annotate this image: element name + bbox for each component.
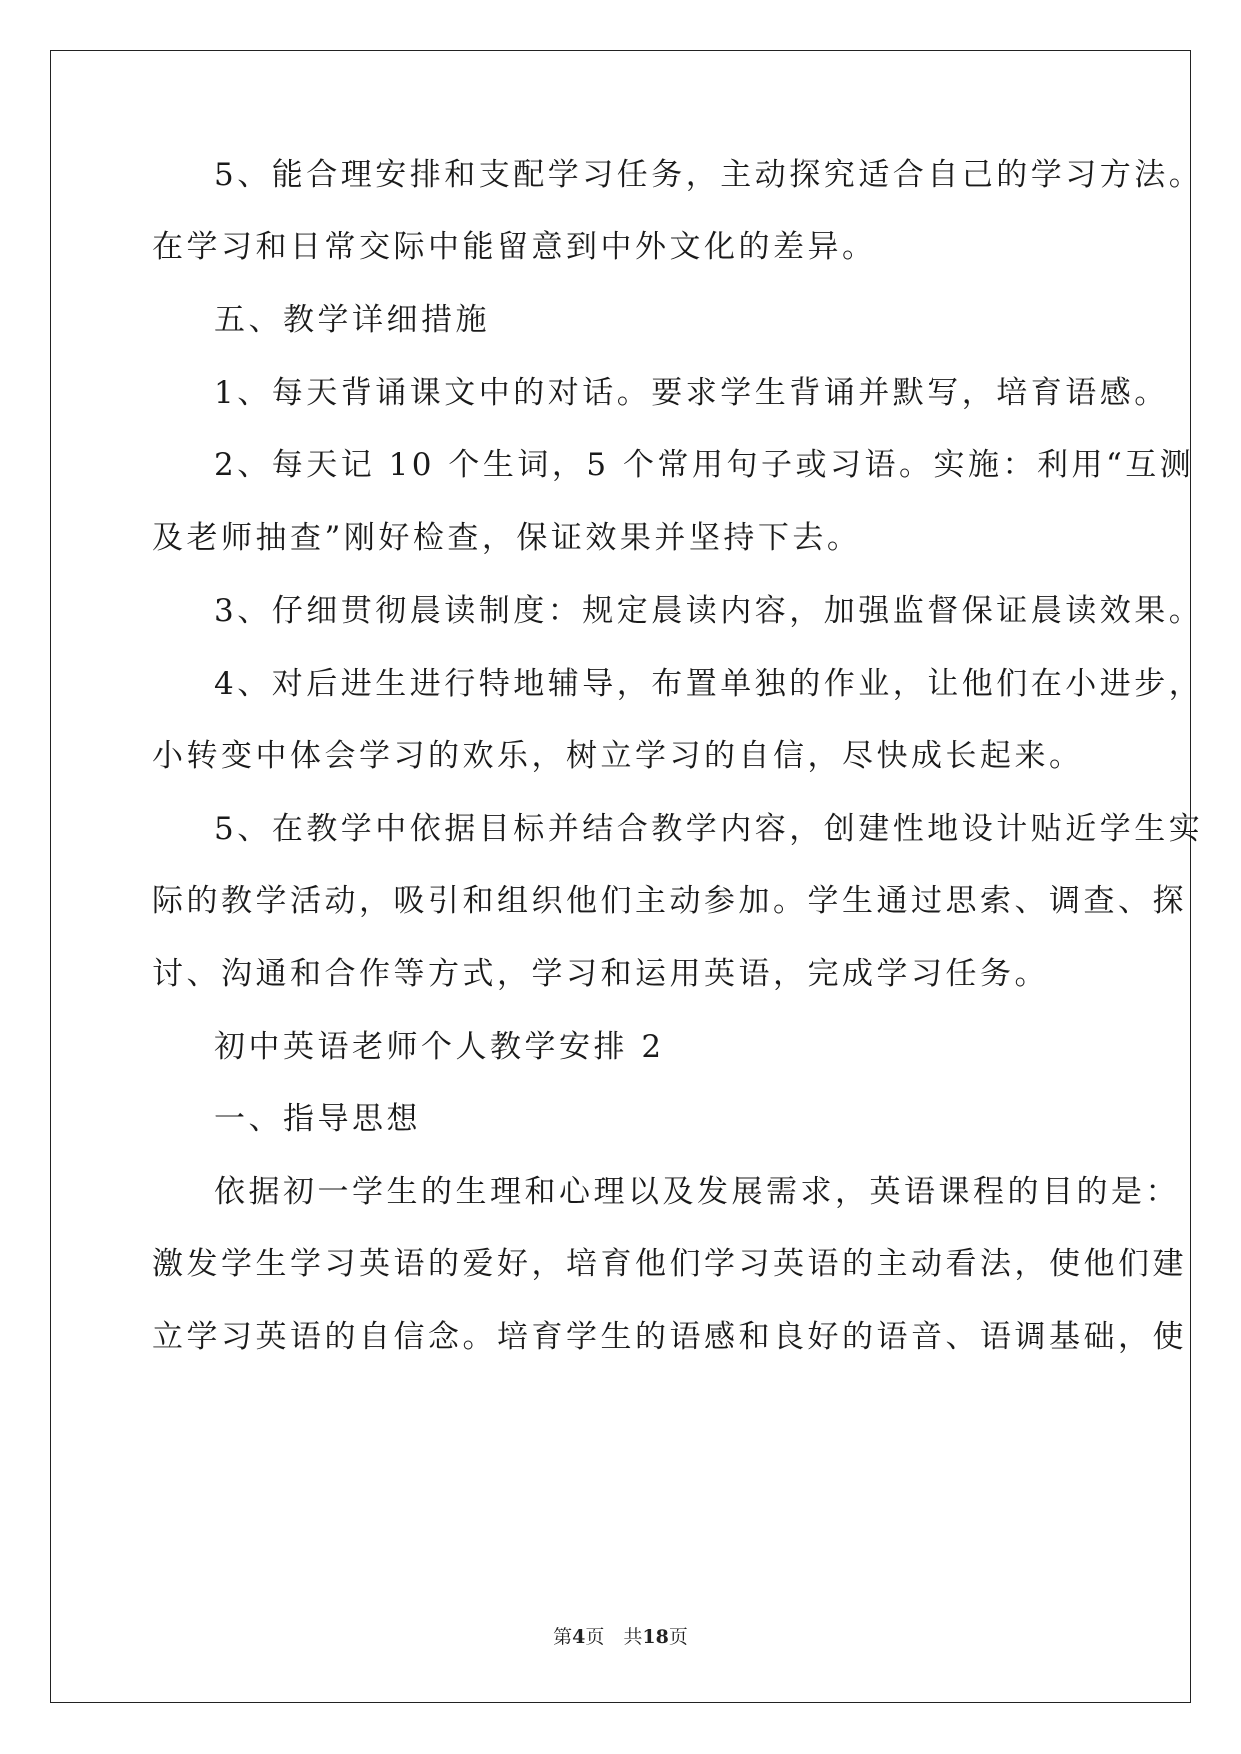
section-heading: 一、指导思想 — [214, 1101, 421, 1137]
total-page-number: 18 — [642, 1626, 669, 1648]
document-subtitle: 初中英语老师个人教学安排 2 — [214, 1029, 665, 1065]
paragraph-line: 在学习和日常交际中能留意到中外文化的差异。 — [152, 229, 877, 265]
footer-prefix: 第 — [553, 1626, 573, 1648]
paragraph-line: 2、每天记 10 个生词，5 个常用句子或习语。实施：利用“互测 — [214, 447, 1195, 483]
paragraph-line: 小转变中体会学习的欢乐，树立学习的自信，尽快成长起来。 — [152, 738, 1084, 774]
paragraph-line: 4、对后进生进行特地辅导，布置单独的作业，让他们在小进步， — [214, 666, 1204, 702]
footer-middle: 页 共 — [585, 1626, 643, 1648]
section-heading: 五、教学详细措施 — [214, 302, 490, 338]
paragraph-line: 依据初一学生的生理和心理以及发展需求，英语课程的目的是： — [214, 1174, 1180, 1210]
paragraph-line: 立学习英语的自信念。培育学生的语感和良好的语音、语调基础，使 — [152, 1319, 1187, 1355]
current-page-number: 4 — [572, 1626, 586, 1648]
page-footer — [0, 1625, 1241, 1649]
paragraph-line: 5、在教学中依据目标并结合教学内容，创建性地设计贴近学生实 — [214, 811, 1204, 847]
paragraph-line: 激发学生学习英语的爱好，培育他们学习英语的主动看法，使他们建 — [152, 1246, 1187, 1282]
page-border — [50, 50, 1191, 1703]
paragraph-line: 5、能合理安排和支配学习任务，主动探究适合自己的学习方法。 — [214, 157, 1204, 193]
paragraph-line: 及老师抽查”刚好检查，保证效果并坚持下去。 — [152, 520, 862, 556]
paragraph-line: 1、每天背诵课文中的对话。要求学生背诵并默写，培育语感。 — [214, 375, 1169, 411]
footer-suffix: 页 — [668, 1626, 688, 1648]
paragraph-line: 际的教学活动，吸引和组织他们主动参加。学生通过思索、调查、探 — [152, 883, 1187, 919]
paragraph-line: 讨、沟通和合作等方式，学习和运用英语，完成学习任务。 — [152, 956, 1049, 992]
paragraph-line: 3、仔细贯彻晨读制度：规定晨读内容，加强监督保证晨读效果。 — [214, 593, 1204, 629]
